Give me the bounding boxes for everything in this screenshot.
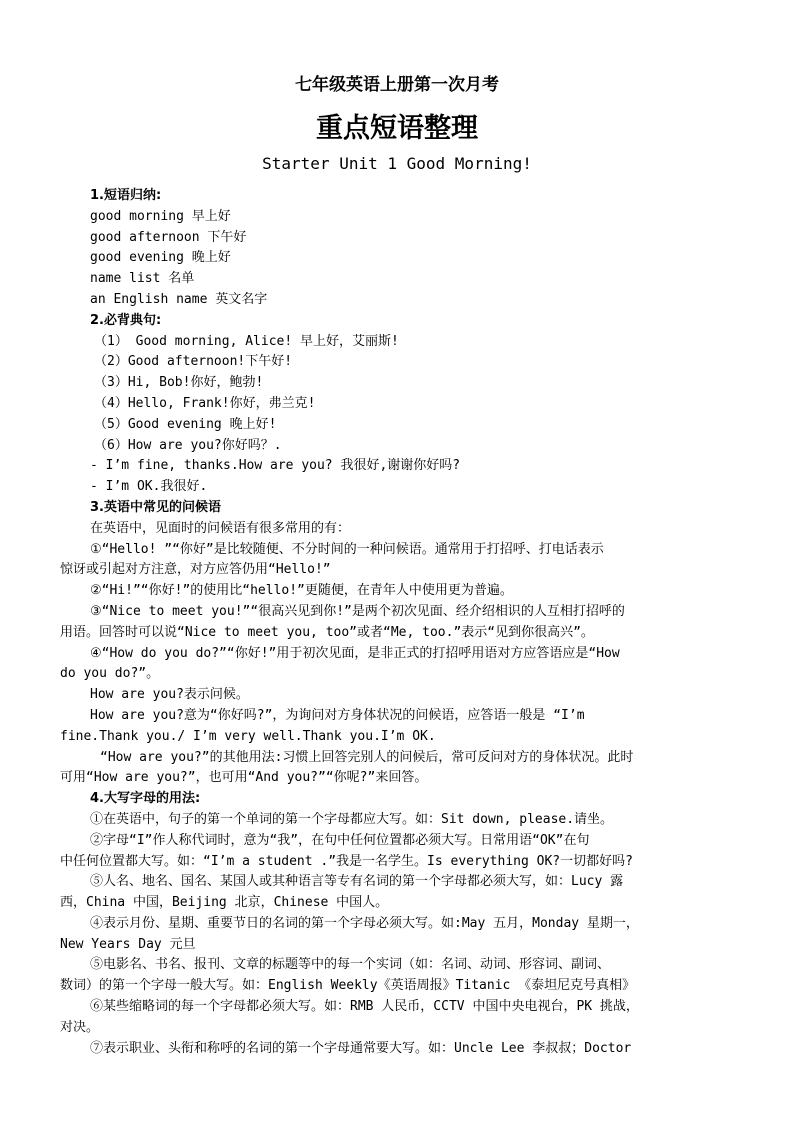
paragraph-line: “How are you?”的其他用法:习惯上回答完别人的问候后，常可反问对方的身体状况。此时 [100,749,634,765]
paragraph-line: 对决。 [60,1019,100,1035]
dialog-line: - I’m OK.我很好. [90,479,208,495]
paragraph-line: ⑤人名、地名、国名、某国人或其种语言等专有名词的第一个字母都必须大写，如：Lucy 露 [90,874,624,890]
paragraph-line: 数词）的第一个字母一般大写。如：English Weekly《英语周报》Titanic 《泰坦尼克号真相》 [60,978,636,994]
phrase-item: an English name 英文名字 [90,291,268,307]
document-body [60,186,736,1059]
document-title: 七年级英语上册第一次月考 [295,75,499,95]
sentence-item: （5）Good evening 晚上好! [94,416,277,432]
paragraph-line: New Years Day 元旦 [60,936,196,952]
paragraph-line: 用语。回答时可以说“Nice to meet you, too”或者“Me, too.”表示“见到你很高兴”。 [60,624,594,640]
paragraph-line: do you do?”。 [60,666,160,682]
sentence-item: （3）Hi, Bob!你好，鲍勃! [94,375,264,391]
phrase-item: good evening 晚上好 [90,250,231,266]
paragraph-line: ①在英语中，句子的第一个单词的第一个字母都应大写。如：Sit down, please.请坐。 [90,811,614,827]
paragraph-line: ⑥某些缩略词的每一个字母都必须大写。如：RMB 人民币，CCTV 中国中央电视台，PK 挑战， [90,999,639,1015]
paragraph-line: ①“Hello! ”“你好”是比较随便、不分时间的一种问候语。通常用于打招呼、打电话表示 [90,541,604,557]
paragraph-line: ③“Nice to meet you!”“很高兴见到你!”是两个初次见面、经介绍相识的人互相打招呼的 [90,603,625,619]
paragraph-line: 西，China 中国，Beijing 北京，Chinese 中国人。 [60,895,389,911]
unit-title: Starter Unit 1 Good Morning! [262,154,532,173]
paragraph-line: 惊讶或引起对方注意，对方应答仍用“Hello!” [60,562,331,578]
sentence-item: （1） Good morning, Alice! 早上好，艾丽斯! [94,333,399,349]
paragraph-line: 在英语中，见面时的问候语有很多常用的有： [90,520,351,536]
sentence-item: （6）How are you?你好吗？. [94,437,282,453]
document-subtitle: 重点短语整理 [316,113,478,144]
paragraph-line: How are you?意为“你好吗?”，为询问对方身体状况的问候语，应答语一般是 “I’m [90,707,585,723]
phrase-item: name list 名单 [90,271,195,287]
paragraph-line: fine.Thank you./ I’m very well.Thank you.I’m OK. [60,728,436,744]
phrase-item: good afternoon 下午好 [90,229,247,245]
section-3-heading: 3.英语中常见的问候语 [90,499,221,515]
section-4-heading: 4.大写字母的用法: [90,791,201,807]
paragraph-line: ②“Hi!”“你好!”的使用比“hello!”更随便，在青年人中使用更为普遍。 [90,583,513,599]
phrase-item: good morning 早上好 [90,208,231,224]
paragraph-line: ⑦表示职业、头衔和称呼的名词的第一个字母通常要大写。如：Uncle Lee 李叔叔；Doctor [90,1040,632,1056]
paragraph-line: How are you?表示问候。 [90,687,249,703]
paragraph-line: ⑤电影名、书名、报刊、文章的标题等中的每一个实词（如：名词、动词、形容词、副词、 [90,957,611,973]
paragraph-line: 可用“How are you?”，也可用“And you?”“你呢?”来回答。 [60,770,428,786]
sentence-item: （2）Good afternoon!下午好! [94,354,293,370]
paragraph-line: 中任何位置都大写。如：“I’m a student .”我是一名学生。Is everything OK?一切都好吗? [60,853,633,869]
section-2-heading: 2.必背典句: [90,312,162,328]
sentence-item: （4）Hello, Frank!你好，弗兰克! [94,395,316,411]
paragraph-line: ④“How do you do?”“你好!”用于初次见面，是非正式的打招呼用语对方应答语应是“How [90,645,620,661]
paragraph-line: ④表示月份、星期、重要节日的名词的第一个字母必须大写。如:May 五月，Monday 星期一， [90,915,639,931]
dialog-line: - I’m fine, thanks.How are you? 我很好,谢谢你好吗? [90,458,461,474]
section-1-heading: 1.短语归纳: [90,188,162,203]
paragraph-line: ②字母“I”作人称代词时，意为“我”，在句中任何位置都必须大写。日常用语“OK”在句 [90,832,590,848]
